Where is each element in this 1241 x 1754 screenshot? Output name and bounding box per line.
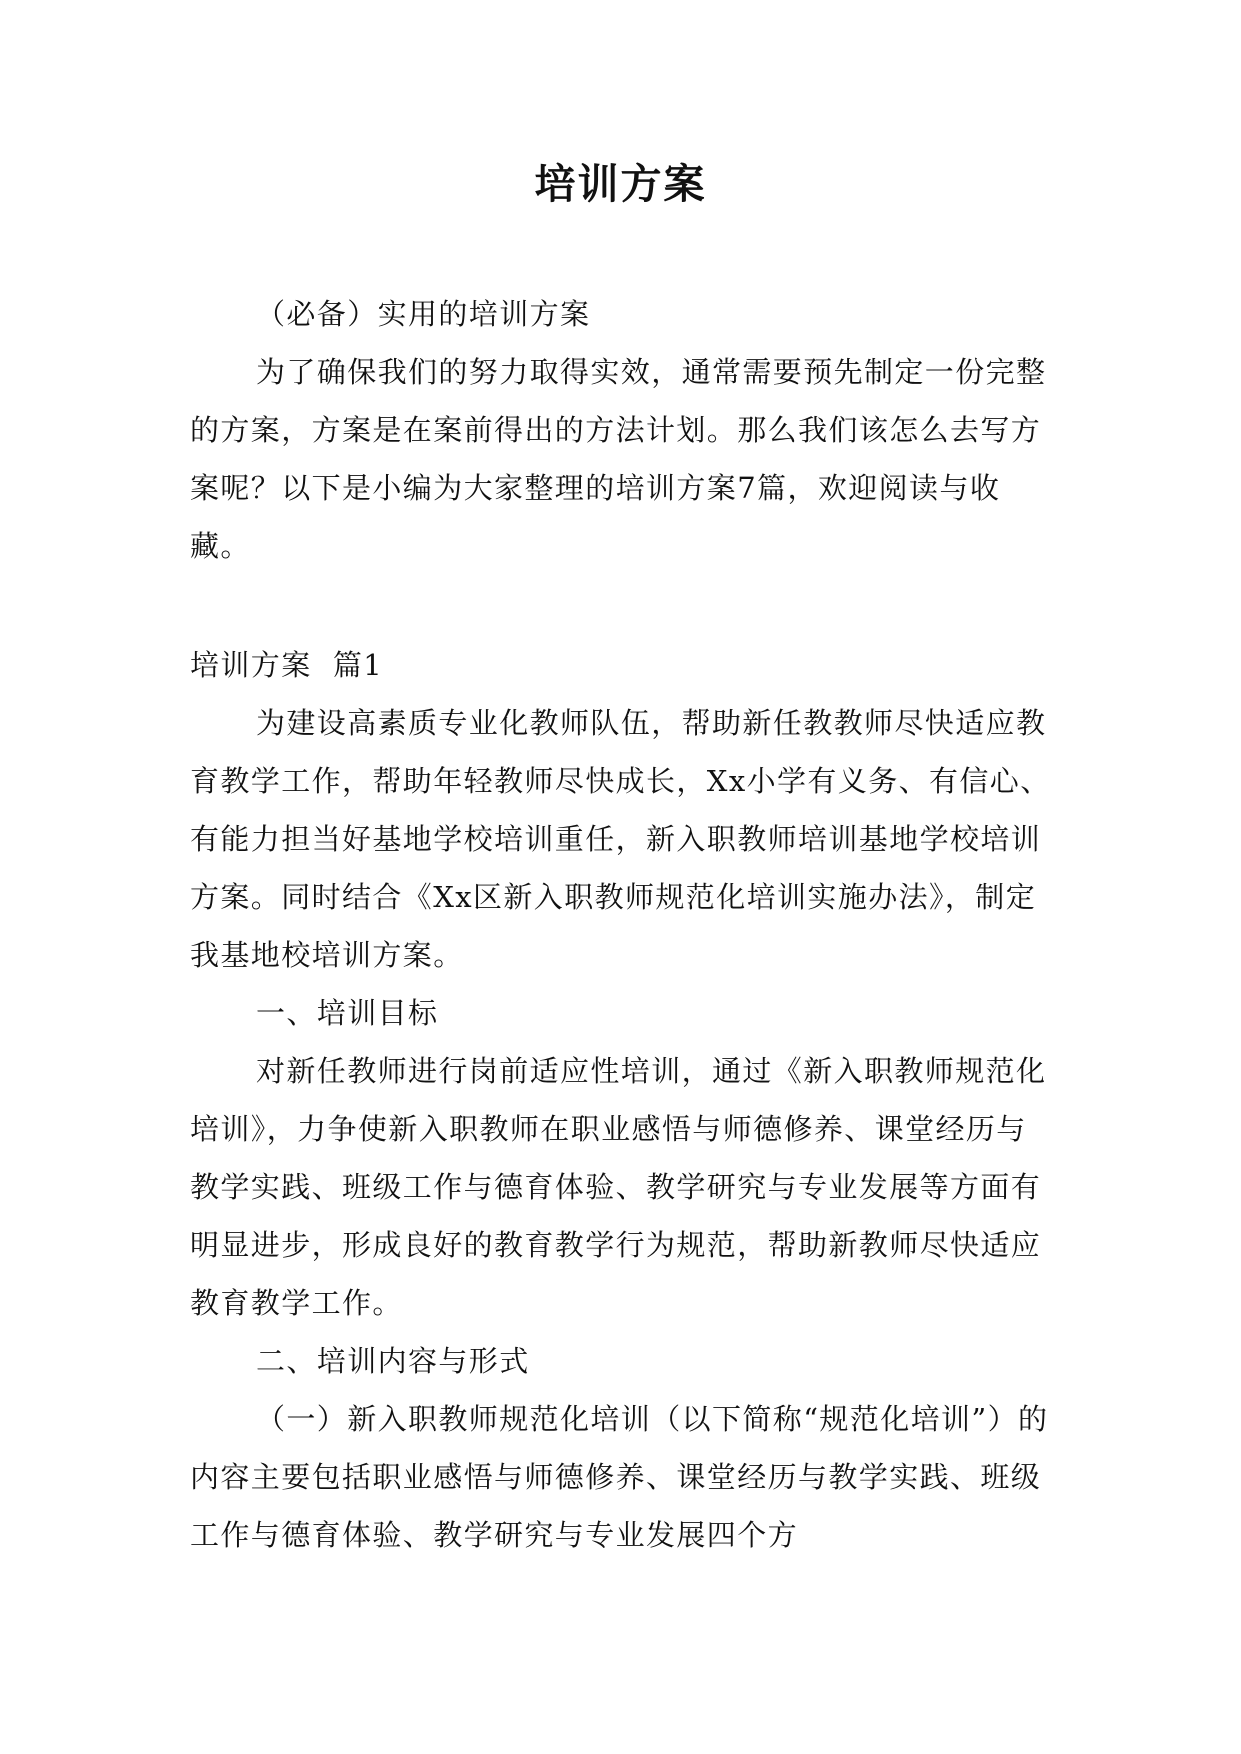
section-subheading: 二、培训内容与形式: [256, 1344, 530, 1378]
document-title: 培训方案: [534, 160, 707, 208]
section-paragraph: （一）新入职教师规范化培训（以下简称“规范化培训”）的内容主要包括职业感悟与师德修养、课堂经历与教学实践、班级工作与德育体验、教学研究与专业发展四个方: [190, 1402, 1049, 1552]
intro-subtitle: （必备）实用的培训方案: [256, 297, 591, 331]
section-heading: 培训方案 篇1: [190, 648, 384, 682]
section-block: [190, 636, 1056, 1564]
intro-block: [190, 285, 1056, 575]
section-paragraph: 为建设高素质专业化教师队伍，帮助新任教教师尽快适应教育教学工作，帮助年轻教师尽快成长，Xx小学有义务、有信心、有能力担当好基地学校培训重任，新入职教师培训基地学校培训方案。同时结合《Xx区新入职教师规范化培训实施办法》，制定我基地校培训方案。: [190, 706, 1051, 972]
section-paragraph: 对新任教师进行岗前适应性培训，通过《新入职教师规范化培训》，力争使新入职教师在职业感悟与师德修养、课堂经历与教学实践、班级工作与德育体验、教学研究与专业发展等方面有明显进步，形成良好的教育教学行为规范，帮助新教师尽快适应教育教学工作。: [190, 1054, 1047, 1320]
intro-paragraph: 为了确保我们的努力取得实效，通常需要预先制定一份完整的方案，方案是在案前得出的方法计划。那么我们该怎么去写方案呢？以下是小编为大家整理的培训方案7篇，欢迎阅读与收藏。: [190, 355, 1047, 563]
section-subheading: 一、培训目标: [256, 996, 439, 1030]
